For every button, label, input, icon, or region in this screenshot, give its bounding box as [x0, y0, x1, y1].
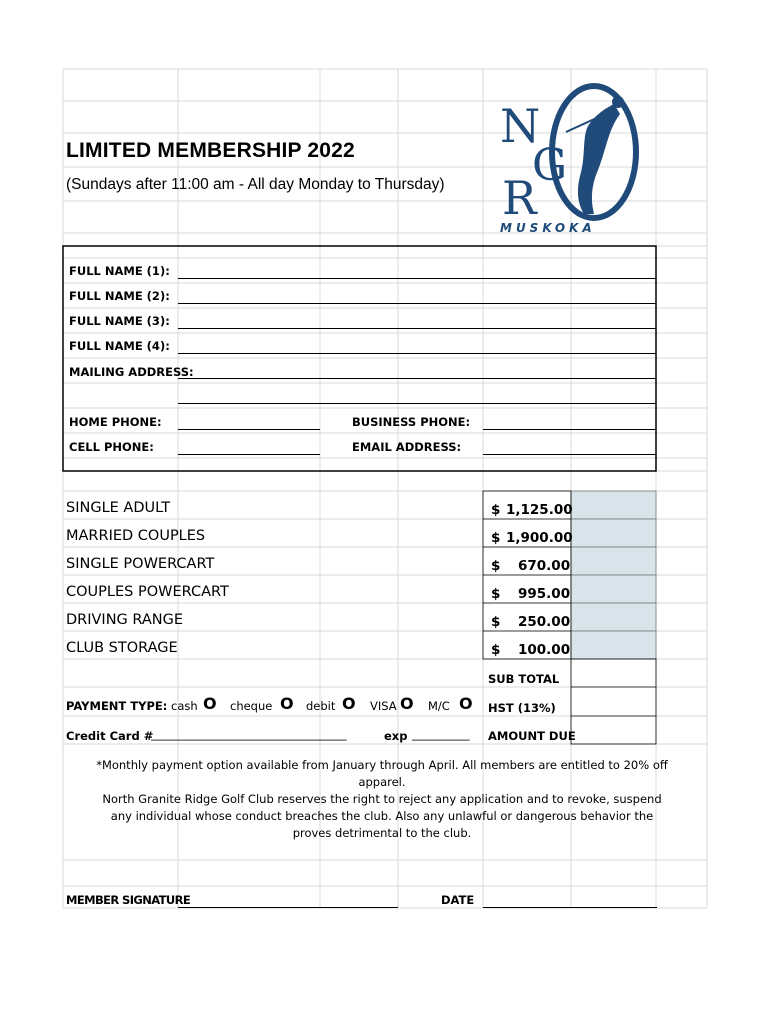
- full-name-1-field[interactable]: [178, 278, 656, 279]
- payment-option-cash-checkbox[interactable]: O: [203, 694, 217, 713]
- payment-option-mc-checkbox[interactable]: O: [459, 694, 473, 713]
- terms-notes: [96, 757, 668, 842]
- hst-label: HST (13%): [488, 701, 556, 715]
- home-phone-field[interactable]: [178, 429, 320, 430]
- item-price: 995.00: [518, 586, 571, 602]
- item-name: MARRIED COUPLES: [66, 528, 206, 544]
- payment-type-label: PAYMENT TYPE:: [66, 699, 168, 713]
- payment-option-visa-checkbox[interactable]: O: [400, 694, 414, 713]
- payment-option-cash-label: cash: [171, 699, 198, 713]
- logo-letter-n: N: [500, 99, 541, 153]
- item-currency: $: [491, 502, 501, 518]
- item-currency: $: [491, 530, 501, 546]
- item-quantity-cell[interactable]: [572, 492, 655, 518]
- member-signature-label: MEMBER SIGNATURE: [66, 893, 191, 907]
- full-name-3-label: FULL NAME (3):: [69, 314, 170, 328]
- item-name: DRIVING RANGE: [66, 612, 184, 628]
- mailing-address-label: MAILING ADDRESS:: [69, 365, 194, 379]
- exp-label: exp: [384, 729, 408, 743]
- item-name: SINGLE ADULT: [66, 500, 171, 516]
- home-phone-label: HOME PHONE:: [69, 415, 162, 429]
- payment-option-mc-label: M/C: [428, 699, 450, 713]
- member-signature-field[interactable]: [178, 907, 398, 908]
- amount-due-label: AMOUNT DUE: [488, 729, 576, 743]
- business-phone-field[interactable]: [483, 429, 656, 430]
- cell-phone-field[interactable]: [178, 454, 320, 455]
- payment-option-debit-label: debit: [306, 699, 336, 713]
- form-title: LIMITED MEMBERSHIP 2022: [66, 139, 355, 162]
- item-quantity-cell[interactable]: [572, 548, 655, 574]
- club-logo: [496, 80, 646, 240]
- item-name: SINGLE POWERCART: [66, 556, 215, 572]
- logo-brand-text: MUSKOKA: [500, 221, 596, 235]
- form-subtitle: (Sundays after 11:00 am - All day Monday to Thursday): [66, 176, 445, 193]
- item-name: COUPLES POWERCART: [66, 584, 229, 600]
- logo-letter-g: G: [532, 140, 568, 191]
- item-currency: $: [491, 614, 501, 630]
- club-rights-note: North Granite Ridge Golf Club reserves the right to reject any application and to revoke, suspend any individual whose conduct breaches the club. Also any unlawful or dangerous behavior the proves detrimental to the club.: [102, 792, 662, 840]
- credit-card-label: Credit Card #: [66, 729, 154, 743]
- full-name-2-field[interactable]: [178, 303, 656, 304]
- item-name: CLUB STORAGE: [66, 640, 178, 656]
- sub-total-cell[interactable]: [572, 660, 655, 686]
- amount-due-cell[interactable]: [572, 717, 655, 743]
- item-price: 100.00: [518, 642, 571, 658]
- date-label: DATE: [441, 893, 475, 907]
- sub-total-label: SUB TOTAL: [488, 672, 560, 686]
- item-quantity-cell[interactable]: [572, 632, 655, 658]
- monthly-payment-note: *Monthly payment option available from January through April. All members are entitled to 20% off apparel.: [96, 758, 668, 789]
- hst-cell[interactable]: [572, 688, 655, 715]
- full-name-4-field[interactable]: [178, 353, 656, 354]
- payment-option-visa-label: VISA: [370, 699, 397, 713]
- item-quantity-cell[interactable]: [572, 520, 655, 546]
- payment-option-debit-checkbox[interactable]: O: [342, 694, 356, 713]
- item-quantity-cell[interactable]: [572, 576, 655, 602]
- logo-letter-r: R: [502, 171, 537, 225]
- business-phone-label: BUSINESS PHONE:: [352, 415, 471, 429]
- item-price: 670.00: [518, 558, 571, 574]
- cell-phone-label: CELL PHONE:: [69, 440, 154, 454]
- payment-option-cheque-label: cheque: [230, 699, 273, 713]
- email-address-label: EMAIL ADDRESS:: [352, 440, 462, 454]
- exp-field[interactable]: __________: [412, 727, 470, 741]
- credit-card-field[interactable]: __________________________________: [151, 727, 347, 741]
- payment-option-cheque-checkbox[interactable]: O: [280, 694, 294, 713]
- full-name-4-label: FULL NAME (4):: [69, 339, 170, 353]
- item-price: 1,900.00: [506, 530, 573, 546]
- item-price: 1,125.00: [506, 502, 573, 518]
- item-currency: $: [491, 586, 501, 602]
- item-price: 250.00: [518, 614, 571, 630]
- full-name-3-field[interactable]: [178, 328, 656, 329]
- date-field[interactable]: [483, 907, 657, 908]
- email-address-field[interactable]: [483, 454, 656, 455]
- item-quantity-cell[interactable]: [572, 604, 655, 630]
- mailing-address-field[interactable]: [178, 378, 656, 379]
- full-name-1-label: FULL NAME (1):: [69, 264, 170, 278]
- full-name-2-label: FULL NAME (2):: [69, 289, 170, 303]
- mailing-address-field-line-2[interactable]: [178, 403, 656, 404]
- item-currency: $: [491, 642, 501, 658]
- item-currency: $: [491, 558, 501, 574]
